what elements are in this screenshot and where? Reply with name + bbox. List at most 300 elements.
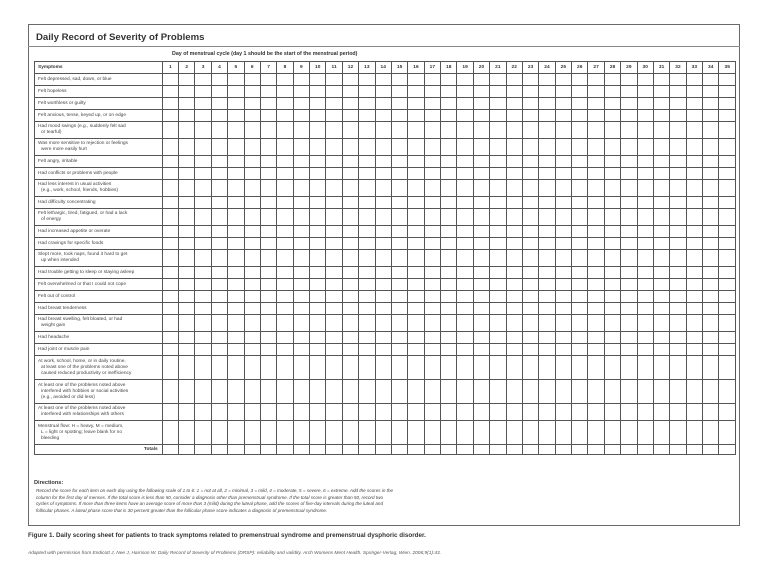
- score-cell[interactable]: [604, 238, 620, 250]
- score-cell[interactable]: [588, 356, 604, 380]
- score-cell[interactable]: [310, 267, 326, 279]
- score-cell[interactable]: [473, 315, 489, 332]
- score-cell[interactable]: [179, 74, 195, 86]
- score-cell[interactable]: [211, 291, 227, 303]
- score-cell[interactable]: [359, 279, 375, 291]
- score-cell[interactable]: [408, 380, 424, 404]
- score-cell[interactable]: [342, 267, 358, 279]
- score-cell[interactable]: [506, 156, 522, 168]
- score-cell[interactable]: [506, 110, 522, 122]
- score-cell[interactable]: [621, 98, 637, 110]
- score-cell[interactable]: [588, 110, 604, 122]
- score-cell[interactable]: [441, 74, 457, 86]
- score-cell[interactable]: [686, 168, 702, 180]
- score-cell[interactable]: [604, 110, 620, 122]
- score-cell[interactable]: [162, 303, 178, 315]
- score-cell[interactable]: [686, 250, 702, 267]
- score-cell[interactable]: [670, 404, 686, 421]
- score-cell[interactable]: [686, 421, 702, 445]
- score-cell[interactable]: [162, 250, 178, 267]
- score-cell[interactable]: [211, 250, 227, 267]
- score-cell[interactable]: [228, 156, 244, 168]
- score-cell[interactable]: [359, 180, 375, 197]
- score-cell[interactable]: [637, 279, 653, 291]
- score-cell[interactable]: [228, 344, 244, 356]
- score-cell[interactable]: [719, 315, 736, 332]
- score-cell[interactable]: [179, 380, 195, 404]
- score-cell[interactable]: [342, 238, 358, 250]
- score-cell[interactable]: [195, 279, 211, 291]
- score-cell[interactable]: [555, 315, 571, 332]
- score-cell[interactable]: [195, 197, 211, 209]
- score-cell[interactable]: [555, 250, 571, 267]
- score-cell[interactable]: [572, 303, 588, 315]
- score-cell[interactable]: [424, 279, 440, 291]
- total-cell[interactable]: [244, 445, 260, 455]
- score-cell[interactable]: [359, 226, 375, 238]
- score-cell[interactable]: [293, 421, 309, 445]
- score-cell[interactable]: [342, 380, 358, 404]
- score-cell[interactable]: [244, 315, 260, 332]
- score-cell[interactable]: [621, 344, 637, 356]
- score-cell[interactable]: [375, 122, 391, 139]
- score-cell[interactable]: [293, 180, 309, 197]
- total-cell[interactable]: [359, 445, 375, 455]
- score-cell[interactable]: [539, 344, 555, 356]
- score-cell[interactable]: [277, 291, 293, 303]
- score-cell[interactable]: [244, 98, 260, 110]
- score-cell[interactable]: [391, 303, 407, 315]
- score-cell[interactable]: [490, 421, 506, 445]
- score-cell[interactable]: [359, 332, 375, 344]
- score-cell[interactable]: [686, 74, 702, 86]
- score-cell[interactable]: [719, 180, 736, 197]
- score-cell[interactable]: [228, 404, 244, 421]
- score-cell[interactable]: [211, 344, 227, 356]
- score-cell[interactable]: [473, 86, 489, 98]
- score-cell[interactable]: [326, 380, 342, 404]
- score-cell[interactable]: [588, 122, 604, 139]
- score-cell[interactable]: [703, 226, 719, 238]
- total-cell[interactable]: [195, 445, 211, 455]
- total-cell[interactable]: [457, 445, 473, 455]
- score-cell[interactable]: [473, 356, 489, 380]
- score-cell[interactable]: [310, 344, 326, 356]
- score-cell[interactable]: [244, 122, 260, 139]
- score-cell[interactable]: [457, 267, 473, 279]
- score-cell[interactable]: [719, 197, 736, 209]
- score-cell[interactable]: [244, 139, 260, 156]
- score-cell[interactable]: [375, 209, 391, 226]
- score-cell[interactable]: [342, 226, 358, 238]
- score-cell[interactable]: [604, 74, 620, 86]
- total-cell[interactable]: [375, 445, 391, 455]
- score-cell[interactable]: [703, 238, 719, 250]
- score-cell[interactable]: [293, 156, 309, 168]
- score-cell[interactable]: [277, 98, 293, 110]
- score-cell[interactable]: [653, 291, 669, 303]
- score-cell[interactable]: [490, 74, 506, 86]
- score-cell[interactable]: [522, 238, 538, 250]
- score-cell[interactable]: [588, 344, 604, 356]
- score-cell[interactable]: [326, 291, 342, 303]
- score-cell[interactable]: [293, 344, 309, 356]
- score-cell[interactable]: [326, 209, 342, 226]
- score-cell[interactable]: [555, 110, 571, 122]
- score-cell[interactable]: [473, 250, 489, 267]
- score-cell[interactable]: [572, 197, 588, 209]
- score-cell[interactable]: [391, 344, 407, 356]
- score-cell[interactable]: [539, 238, 555, 250]
- score-cell[interactable]: [588, 404, 604, 421]
- score-cell[interactable]: [506, 168, 522, 180]
- score-cell[interactable]: [703, 344, 719, 356]
- score-cell[interactable]: [719, 404, 736, 421]
- score-cell[interactable]: [359, 86, 375, 98]
- score-cell[interactable]: [588, 380, 604, 404]
- score-cell[interactable]: [555, 74, 571, 86]
- score-cell[interactable]: [342, 197, 358, 209]
- score-cell[interactable]: [441, 156, 457, 168]
- score-cell[interactable]: [506, 279, 522, 291]
- score-cell[interactable]: [211, 238, 227, 250]
- score-cell[interactable]: [621, 197, 637, 209]
- score-cell[interactable]: [162, 344, 178, 356]
- score-cell[interactable]: [653, 86, 669, 98]
- score-cell[interactable]: [179, 303, 195, 315]
- score-cell[interactable]: [228, 291, 244, 303]
- score-cell[interactable]: [424, 250, 440, 267]
- score-cell[interactable]: [310, 421, 326, 445]
- score-cell[interactable]: [522, 139, 538, 156]
- score-cell[interactable]: [588, 267, 604, 279]
- score-cell[interactable]: [326, 421, 342, 445]
- score-cell[interactable]: [424, 226, 440, 238]
- score-cell[interactable]: [604, 404, 620, 421]
- score-cell[interactable]: [473, 332, 489, 344]
- score-cell[interactable]: [260, 380, 276, 404]
- score-cell[interactable]: [637, 315, 653, 332]
- score-cell[interactable]: [457, 250, 473, 267]
- score-cell[interactable]: [637, 380, 653, 404]
- score-cell[interactable]: [408, 122, 424, 139]
- score-cell[interactable]: [522, 344, 538, 356]
- score-cell[interactable]: [260, 209, 276, 226]
- score-cell[interactable]: [621, 156, 637, 168]
- score-cell[interactable]: [686, 404, 702, 421]
- score-cell[interactable]: [211, 156, 227, 168]
- score-cell[interactable]: [604, 156, 620, 168]
- score-cell[interactable]: [621, 356, 637, 380]
- score-cell[interactable]: [539, 291, 555, 303]
- score-cell[interactable]: [310, 168, 326, 180]
- score-cell[interactable]: [211, 180, 227, 197]
- score-cell[interactable]: [506, 404, 522, 421]
- score-cell[interactable]: [506, 344, 522, 356]
- score-cell[interactable]: [293, 267, 309, 279]
- score-cell[interactable]: [686, 332, 702, 344]
- score-cell[interactable]: [703, 332, 719, 344]
- score-cell[interactable]: [490, 303, 506, 315]
- score-cell[interactable]: [604, 197, 620, 209]
- score-cell[interactable]: [670, 180, 686, 197]
- score-cell[interactable]: [604, 86, 620, 98]
- score-cell[interactable]: [342, 315, 358, 332]
- score-cell[interactable]: [473, 139, 489, 156]
- total-cell[interactable]: [293, 445, 309, 455]
- score-cell[interactable]: [588, 315, 604, 332]
- score-cell[interactable]: [211, 279, 227, 291]
- score-cell[interactable]: [342, 110, 358, 122]
- total-cell[interactable]: [391, 445, 407, 455]
- score-cell[interactable]: [391, 74, 407, 86]
- score-cell[interactable]: [572, 291, 588, 303]
- score-cell[interactable]: [375, 315, 391, 332]
- score-cell[interactable]: [604, 98, 620, 110]
- score-cell[interactable]: [195, 209, 211, 226]
- score-cell[interactable]: [670, 86, 686, 98]
- score-cell[interactable]: [359, 238, 375, 250]
- score-cell[interactable]: [179, 315, 195, 332]
- score-cell[interactable]: [441, 421, 457, 445]
- score-cell[interactable]: [604, 421, 620, 445]
- score-cell[interactable]: [719, 74, 736, 86]
- score-cell[interactable]: [473, 110, 489, 122]
- score-cell[interactable]: [719, 168, 736, 180]
- score-cell[interactable]: [637, 168, 653, 180]
- score-cell[interactable]: [473, 279, 489, 291]
- score-cell[interactable]: [375, 197, 391, 209]
- score-cell[interactable]: [342, 139, 358, 156]
- score-cell[interactable]: [342, 279, 358, 291]
- score-cell[interactable]: [490, 122, 506, 139]
- score-cell[interactable]: [277, 404, 293, 421]
- score-cell[interactable]: [637, 180, 653, 197]
- score-cell[interactable]: [703, 356, 719, 380]
- score-cell[interactable]: [441, 356, 457, 380]
- score-cell[interactable]: [391, 168, 407, 180]
- score-cell[interactable]: [703, 98, 719, 110]
- score-cell[interactable]: [277, 344, 293, 356]
- score-cell[interactable]: [522, 356, 538, 380]
- score-cell[interactable]: [457, 168, 473, 180]
- score-cell[interactable]: [228, 250, 244, 267]
- score-cell[interactable]: [670, 421, 686, 445]
- score-cell[interactable]: [162, 122, 178, 139]
- score-cell[interactable]: [686, 279, 702, 291]
- score-cell[interactable]: [162, 168, 178, 180]
- score-cell[interactable]: [162, 86, 178, 98]
- score-cell[interactable]: [277, 332, 293, 344]
- score-cell[interactable]: [604, 291, 620, 303]
- score-cell[interactable]: [522, 250, 538, 267]
- score-cell[interactable]: [277, 315, 293, 332]
- score-cell[interactable]: [228, 238, 244, 250]
- score-cell[interactable]: [653, 250, 669, 267]
- score-cell[interactable]: [588, 156, 604, 168]
- total-cell[interactable]: [686, 445, 702, 455]
- score-cell[interactable]: [703, 180, 719, 197]
- score-cell[interactable]: [195, 356, 211, 380]
- score-cell[interactable]: [539, 86, 555, 98]
- score-cell[interactable]: [211, 356, 227, 380]
- score-cell[interactable]: [260, 250, 276, 267]
- score-cell[interactable]: [686, 209, 702, 226]
- score-cell[interactable]: [539, 315, 555, 332]
- score-cell[interactable]: [162, 332, 178, 344]
- score-cell[interactable]: [719, 279, 736, 291]
- score-cell[interactable]: [228, 98, 244, 110]
- score-cell[interactable]: [653, 332, 669, 344]
- score-cell[interactable]: [179, 209, 195, 226]
- score-cell[interactable]: [260, 156, 276, 168]
- score-cell[interactable]: [162, 404, 178, 421]
- score-cell[interactable]: [408, 238, 424, 250]
- score-cell[interactable]: [686, 267, 702, 279]
- score-cell[interactable]: [555, 279, 571, 291]
- score-cell[interactable]: [719, 86, 736, 98]
- score-cell[interactable]: [653, 74, 669, 86]
- score-cell[interactable]: [342, 421, 358, 445]
- score-cell[interactable]: [441, 315, 457, 332]
- score-cell[interactable]: [260, 291, 276, 303]
- score-cell[interactable]: [375, 356, 391, 380]
- score-cell[interactable]: [441, 303, 457, 315]
- score-cell[interactable]: [637, 291, 653, 303]
- score-cell[interactable]: [162, 197, 178, 209]
- score-cell[interactable]: [604, 279, 620, 291]
- score-cell[interactable]: [228, 421, 244, 445]
- score-cell[interactable]: [375, 404, 391, 421]
- score-cell[interactable]: [162, 209, 178, 226]
- score-cell[interactable]: [637, 250, 653, 267]
- score-cell[interactable]: [555, 156, 571, 168]
- score-cell[interactable]: [572, 86, 588, 98]
- score-cell[interactable]: [375, 139, 391, 156]
- score-cell[interactable]: [506, 139, 522, 156]
- score-cell[interactable]: [244, 344, 260, 356]
- score-cell[interactable]: [522, 291, 538, 303]
- score-cell[interactable]: [162, 238, 178, 250]
- score-cell[interactable]: [375, 156, 391, 168]
- score-cell[interactable]: [277, 421, 293, 445]
- score-cell[interactable]: [408, 98, 424, 110]
- score-cell[interactable]: [260, 279, 276, 291]
- score-cell[interactable]: [686, 356, 702, 380]
- score-cell[interactable]: [522, 86, 538, 98]
- score-cell[interactable]: [572, 267, 588, 279]
- score-cell[interactable]: [653, 404, 669, 421]
- score-cell[interactable]: [326, 156, 342, 168]
- score-cell[interactable]: [588, 209, 604, 226]
- score-cell[interactable]: [310, 356, 326, 380]
- score-cell[interactable]: [604, 315, 620, 332]
- score-cell[interactable]: [342, 98, 358, 110]
- score-cell[interactable]: [572, 139, 588, 156]
- score-cell[interactable]: [457, 139, 473, 156]
- score-cell[interactable]: [719, 226, 736, 238]
- score-cell[interactable]: [522, 209, 538, 226]
- score-cell[interactable]: [670, 74, 686, 86]
- score-cell[interactable]: [244, 250, 260, 267]
- score-cell[interactable]: [342, 180, 358, 197]
- score-cell[interactable]: [572, 421, 588, 445]
- score-cell[interactable]: [244, 197, 260, 209]
- total-cell[interactable]: [703, 445, 719, 455]
- score-cell[interactable]: [211, 332, 227, 344]
- score-cell[interactable]: [179, 291, 195, 303]
- score-cell[interactable]: [195, 226, 211, 238]
- score-cell[interactable]: [310, 279, 326, 291]
- score-cell[interactable]: [653, 110, 669, 122]
- score-cell[interactable]: [604, 209, 620, 226]
- score-cell[interactable]: [391, 226, 407, 238]
- score-cell[interactable]: [359, 356, 375, 380]
- score-cell[interactable]: [473, 267, 489, 279]
- total-cell[interactable]: [719, 445, 736, 455]
- score-cell[interactable]: [653, 356, 669, 380]
- score-cell[interactable]: [473, 238, 489, 250]
- score-cell[interactable]: [408, 209, 424, 226]
- score-cell[interactable]: [703, 197, 719, 209]
- score-cell[interactable]: [539, 267, 555, 279]
- score-cell[interactable]: [719, 110, 736, 122]
- score-cell[interactable]: [391, 156, 407, 168]
- score-cell[interactable]: [522, 74, 538, 86]
- score-cell[interactable]: [211, 303, 227, 315]
- score-cell[interactable]: [621, 421, 637, 445]
- score-cell[interactable]: [572, 315, 588, 332]
- score-cell[interactable]: [342, 86, 358, 98]
- score-cell[interactable]: [572, 279, 588, 291]
- score-cell[interactable]: [260, 168, 276, 180]
- score-cell[interactable]: [391, 421, 407, 445]
- score-cell[interactable]: [277, 267, 293, 279]
- score-cell[interactable]: [326, 74, 342, 86]
- score-cell[interactable]: [162, 156, 178, 168]
- score-cell[interactable]: [604, 380, 620, 404]
- score-cell[interactable]: [375, 267, 391, 279]
- score-cell[interactable]: [293, 356, 309, 380]
- score-cell[interactable]: [391, 332, 407, 344]
- total-cell[interactable]: [424, 445, 440, 455]
- score-cell[interactable]: [244, 86, 260, 98]
- score-cell[interactable]: [424, 74, 440, 86]
- score-cell[interactable]: [424, 344, 440, 356]
- total-cell[interactable]: [260, 445, 276, 455]
- score-cell[interactable]: [424, 86, 440, 98]
- score-cell[interactable]: [572, 226, 588, 238]
- score-cell[interactable]: [293, 291, 309, 303]
- score-cell[interactable]: [391, 139, 407, 156]
- score-cell[interactable]: [195, 180, 211, 197]
- score-cell[interactable]: [293, 168, 309, 180]
- score-cell[interactable]: [211, 98, 227, 110]
- score-cell[interactable]: [277, 139, 293, 156]
- score-cell[interactable]: [473, 291, 489, 303]
- score-cell[interactable]: [179, 267, 195, 279]
- score-cell[interactable]: [293, 197, 309, 209]
- score-cell[interactable]: [637, 344, 653, 356]
- score-cell[interactable]: [506, 74, 522, 86]
- score-cell[interactable]: [539, 421, 555, 445]
- score-cell[interactable]: [670, 139, 686, 156]
- score-cell[interactable]: [244, 156, 260, 168]
- score-cell[interactable]: [228, 209, 244, 226]
- score-cell[interactable]: [572, 209, 588, 226]
- score-cell[interactable]: [342, 250, 358, 267]
- score-cell[interactable]: [441, 197, 457, 209]
